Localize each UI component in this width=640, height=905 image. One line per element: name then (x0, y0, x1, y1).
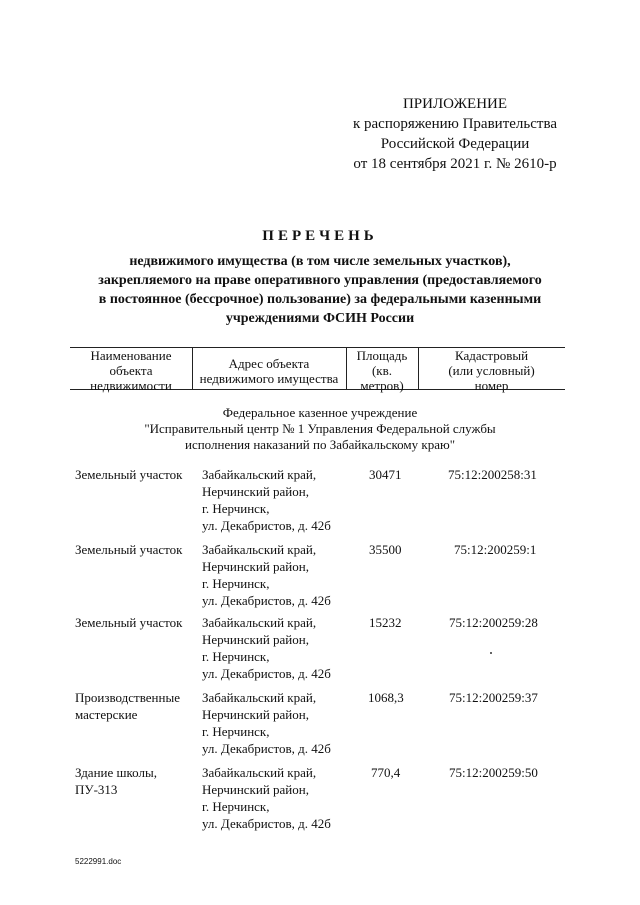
subtitle-line: недвижимого имущества (в том числе земельных участков), (129, 254, 511, 269)
appendix-date-number: от 18 сентября 2021 г. № 2610-р (353, 156, 557, 172)
row-object-name: Здание школы, ПУ-313 (75, 765, 157, 797)
column-header-cadastral: Кадастровый (или условный) номер (448, 348, 535, 393)
row-cadastral-number: 75:12:200259:37 (449, 690, 538, 705)
row-area: 30471 (369, 467, 402, 482)
column-header-address: Адрес объекта недвижимого имущества (199, 356, 339, 386)
row-object-name: Производственные мастерские (75, 690, 180, 722)
row-address: Забайкальский край, Нерчинский район, г. Нерчинск, ул. Декабристов, д. 42б (202, 765, 331, 831)
row-cadastral-number: 75:12:200259:28 (449, 615, 538, 630)
row-cadastral-number: 75:12:200258:31 (448, 467, 537, 482)
subtitle-line: закрепляемого на праве оперативного управления (предоставляемого (98, 273, 542, 288)
appendix-label: ПРИЛОЖЕНИЕ (402, 96, 508, 112)
row-address: Забайкальский край, Нерчинский район, г. Нерчинск, ул. Декабристов, д. 42б (202, 615, 331, 681)
document-title: ПЕРЕЧЕНЬ (262, 228, 378, 244)
row-object-name: Земельный участок (75, 615, 183, 630)
appendix-line: Российской Федерации (380, 136, 530, 152)
row-area: 770,4 (371, 765, 401, 780)
appendix-block (330, 94, 580, 174)
row-area: 15232 (369, 615, 402, 630)
row-cadastral-number: 75:12:200259:50 (449, 765, 538, 780)
row-address: Забайкальский край, Нерчинский район, г. Нерчинск, ул. Декабристов, д. 42б (202, 690, 331, 756)
row-area: 1068,3 (368, 690, 404, 705)
subtitle-line: в постоянное (бессрочное) пользование) за федеральными казенными (98, 292, 542, 307)
subtitle-line: учреждениями ФСИН России (225, 311, 415, 326)
row-address: Забайкальский край, Нерчинский район, г. Нерчинск, ул. Декабристов, д. 42б (202, 467, 331, 533)
column-header-area: Площадь (кв. метров) (356, 348, 408, 393)
row-address: Забайкальский край, Нерчинский район, г. Нерчинск, ул. Декабристов, д. 42б (202, 542, 331, 608)
row-object-name: Земельный участок (75, 542, 183, 557)
appendix-line: к распоряжению Правительства (352, 116, 557, 132)
document-subtitle (60, 252, 580, 328)
row-area: 35500 (369, 542, 402, 557)
stray-mark (490, 652, 492, 654)
column-header-name: Наименование объекта недвижимости (90, 348, 172, 393)
row-cadastral-number: 75:12:200259:1 (454, 542, 537, 557)
row-object-name: Земельный участок (75, 467, 183, 482)
institution-name: Федеральное казенное учреждение "Исправительный центр № 1 Управления Федеральной службы исполнения наказаний по Забайкальскому краю" (144, 405, 496, 452)
file-name-footer: 5222991.doc (75, 857, 122, 866)
